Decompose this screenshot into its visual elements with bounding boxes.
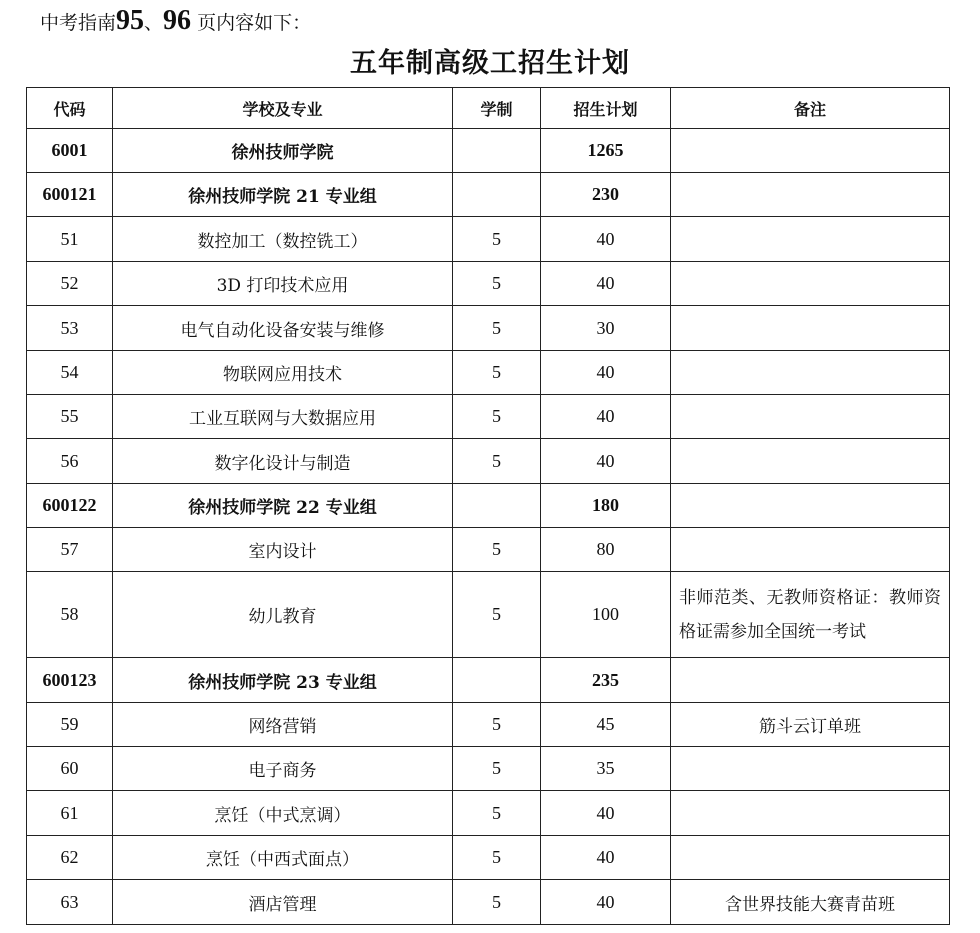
- header-years: 学制: [453, 88, 541, 129]
- table-row-group: [27, 173, 950, 217]
- cell-note: [671, 484, 950, 528]
- cell-plan: 180: [541, 484, 671, 528]
- cell-code: 53: [27, 306, 113, 351]
- table-row-group: [27, 658, 950, 703]
- cell-code: 600121: [27, 173, 113, 217]
- intro-separator: 、: [144, 12, 164, 34]
- table-row: [27, 217, 950, 262]
- cell-code: 57: [27, 528, 113, 572]
- cell-plan: 80: [541, 528, 671, 572]
- cell-name: 徐州技师学院 21 专业组: [113, 173, 453, 217]
- table-row: [27, 791, 950, 836]
- cell-years: 5: [453, 395, 541, 439]
- cell-name: 室内设计: [113, 528, 453, 572]
- intro-page-b: 96: [163, 5, 192, 36]
- table-row: [27, 880, 950, 925]
- cell-note: [671, 836, 950, 880]
- cell-note: [671, 528, 950, 572]
- cell-name: 3D 打印技术应用: [113, 262, 453, 306]
- cell-years: 5: [453, 703, 541, 747]
- cell-name: 数控加工（数控铣工）: [113, 217, 453, 262]
- cell-code: 61: [27, 791, 113, 836]
- cell-plan: 1265: [541, 129, 671, 173]
- table-row: [27, 439, 950, 484]
- cell-note: 筋斗云订单班: [671, 703, 950, 747]
- cell-plan: 40: [541, 262, 671, 306]
- cell-note: 非师范类、无教师资格证：教师资格证需参加全国统一考试: [671, 572, 950, 658]
- table-row: [27, 395, 950, 439]
- cell-years: 5: [453, 880, 541, 925]
- header-school-major: 学校及专业: [113, 88, 453, 129]
- table-row-group: [27, 484, 950, 528]
- cell-plan: 235: [541, 658, 671, 703]
- table-row: [27, 262, 950, 306]
- table-row: [27, 528, 950, 572]
- cell-name: 幼儿教育: [113, 572, 453, 658]
- cell-plan: 35: [541, 747, 671, 791]
- cell-years: 5: [453, 262, 541, 306]
- table-row: [27, 836, 950, 880]
- cell-name: 物联网应用技术: [113, 351, 453, 395]
- table-row: [27, 572, 950, 658]
- cell-code: 55: [27, 395, 113, 439]
- cell-note: [671, 747, 950, 791]
- cell-code: 60: [27, 747, 113, 791]
- cell-name: 徐州技师学院 23 专业组: [113, 658, 453, 703]
- intro-prefix: 中考指南: [40, 12, 117, 34]
- cell-note: [671, 129, 950, 173]
- cell-code: 51: [27, 217, 113, 262]
- cell-name: 工业互联网与大数据应用: [113, 395, 453, 439]
- intro-page-a: 95: [116, 5, 145, 36]
- cell-plan: 45: [541, 703, 671, 747]
- table-body: [27, 129, 950, 925]
- cell-years: [453, 484, 541, 528]
- cell-plan: 100: [541, 572, 671, 658]
- enrollment-plan-table: [26, 87, 950, 925]
- cell-years: 5: [453, 306, 541, 351]
- cell-years: 5: [453, 528, 541, 572]
- table-header-row: [27, 88, 950, 129]
- header-code: 代码: [27, 88, 113, 129]
- table-row: [27, 306, 950, 351]
- cell-name: 烹饪（中式烹调）: [113, 791, 453, 836]
- cell-name: 网络营销: [113, 703, 453, 747]
- cell-note: [671, 395, 950, 439]
- cell-years: 5: [453, 439, 541, 484]
- cell-note: [671, 791, 950, 836]
- cell-plan: 40: [541, 439, 671, 484]
- table-row: [27, 351, 950, 395]
- cell-plan: 40: [541, 351, 671, 395]
- cell-plan: 230: [541, 173, 671, 217]
- cell-code: 52: [27, 262, 113, 306]
- header-note: 备注: [671, 88, 950, 129]
- cell-code: 6001: [27, 129, 113, 173]
- header-plan: 招生计划: [541, 88, 671, 129]
- cell-note: [671, 439, 950, 484]
- cell-name: 电子商务: [113, 747, 453, 791]
- cell-note: [671, 173, 950, 217]
- cell-name: 数字化设计与制造: [113, 439, 453, 484]
- cell-plan: 40: [541, 880, 671, 925]
- intro-suffix: 页内容如下：: [191, 12, 312, 34]
- cell-code: 62: [27, 836, 113, 880]
- cell-plan: 40: [541, 836, 671, 880]
- cell-note: [671, 306, 950, 351]
- cell-code: 54: [27, 351, 113, 395]
- cell-years: 5: [453, 791, 541, 836]
- cell-plan: 40: [541, 217, 671, 262]
- cell-years: 5: [453, 572, 541, 658]
- intro-line: [40, 6, 311, 38]
- cell-plan: 40: [541, 395, 671, 439]
- cell-plan: 40: [541, 791, 671, 836]
- cell-years: 5: [453, 351, 541, 395]
- cell-years: 5: [453, 217, 541, 262]
- cell-name: 酒店管理: [113, 880, 453, 925]
- cell-name: 徐州技师学院: [113, 129, 453, 173]
- cell-note: [671, 658, 950, 703]
- table-row-group: [27, 129, 950, 173]
- cell-code: 63: [27, 880, 113, 925]
- cell-note: [671, 262, 950, 306]
- cell-note: [671, 217, 950, 262]
- cell-note: 含世界技能大赛青苗班: [671, 880, 950, 925]
- cell-name: 烹饪（中西式面点）: [113, 836, 453, 880]
- page-title: 五年制高级工招生计划: [350, 48, 630, 79]
- cell-code: 600122: [27, 484, 113, 528]
- cell-code: 56: [27, 439, 113, 484]
- cell-years: [453, 173, 541, 217]
- cell-name: 徐州技师学院 22 专业组: [113, 484, 453, 528]
- table-row: [27, 703, 950, 747]
- cell-code: 600123: [27, 658, 113, 703]
- cell-name: 电气自动化设备安装与维修: [113, 306, 453, 351]
- cell-years: 5: [453, 836, 541, 880]
- cell-note: [671, 351, 950, 395]
- cell-plan: 30: [541, 306, 671, 351]
- cell-years: [453, 129, 541, 173]
- cell-years: 5: [453, 747, 541, 791]
- cell-code: 59: [27, 703, 113, 747]
- table-row: [27, 747, 950, 791]
- cell-years: [453, 658, 541, 703]
- cell-code: 58: [27, 572, 113, 658]
